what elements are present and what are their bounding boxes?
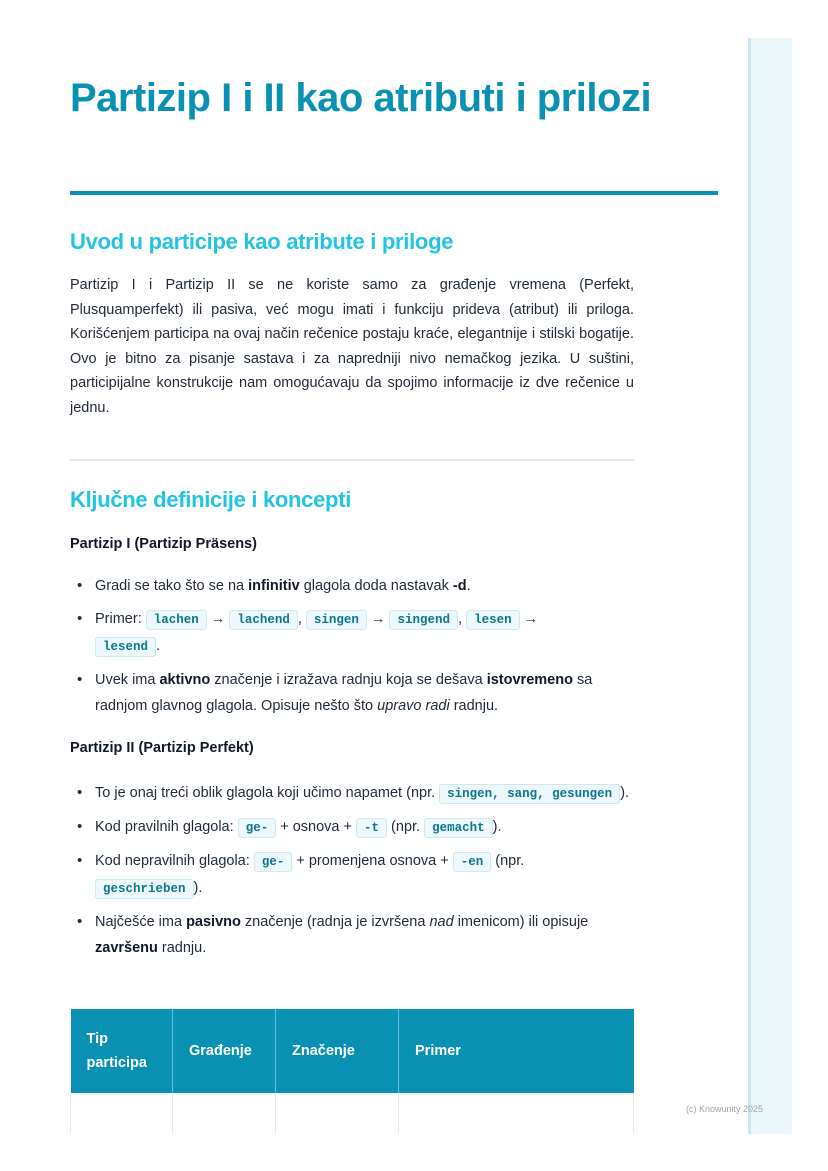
table-header-cell: Građenje xyxy=(173,1009,276,1093)
table-cell xyxy=(173,1093,276,1133)
copyright-footer: (c) Knowunity 2025 xyxy=(686,1104,764,1114)
table-header-row xyxy=(71,1009,634,1093)
partizip-2-list xyxy=(70,780,634,968)
table-header-cell: Značenje xyxy=(276,1009,399,1093)
section-heading-intro: Uvod u participe kao atribute i priloge xyxy=(70,229,454,254)
list-item: • Gradi se tako što se na infinitiv glagola doda nastavak -d. xyxy=(70,573,634,599)
table-cell xyxy=(71,1093,173,1133)
code-example: lesen xyxy=(466,610,520,630)
table-row xyxy=(71,1093,634,1133)
code-example: singend xyxy=(389,610,458,630)
subheading-partizip-1: Partizip I (Partizip Präsens) xyxy=(70,536,257,552)
code-example: gemacht xyxy=(424,818,493,838)
code-example: lachen xyxy=(146,610,207,630)
section-divider xyxy=(70,459,634,461)
page-title: Partizip I i II kao atributi i prilozi xyxy=(70,76,652,120)
list-item: • Kod pravilnih glagola: ge- + osnova + -t (npr. gemacht ). xyxy=(70,814,634,841)
code-example: lesend xyxy=(95,637,156,657)
code-example: ge- xyxy=(254,852,293,872)
code-example: -t xyxy=(356,818,387,838)
list-item: • Primer: lachen → lachend , singen → singend , lesen → lesend . xyxy=(70,606,634,660)
table-cell xyxy=(276,1093,399,1133)
right-side-panel xyxy=(748,38,792,1134)
participle-table xyxy=(70,1009,634,1133)
code-example: geschrieben xyxy=(95,879,194,899)
code-example: ge- xyxy=(238,818,277,838)
list-item: • Kod nepravilnih glagola: ge- + promenjena osnova + -en (npr. geschrieben ). xyxy=(70,848,634,902)
table-cell xyxy=(399,1093,634,1133)
table-header-cell: Primer xyxy=(399,1009,634,1093)
code-example: singen, sang, gesungen xyxy=(439,784,620,804)
list-item: • Najčešće ima pasivno značenje (radnja je izvršena nad imenicom) ili opisuje završenu radnju. xyxy=(70,909,634,961)
subheading-partizip-2: Partizip II (Partizip Perfekt) xyxy=(70,740,254,756)
section-heading-definitions: Ključne definicije i koncepti xyxy=(70,487,352,512)
list-item: • To je onaj treći oblik glagola koji učimo napamet (npr. singen, sang, gesungen ). xyxy=(70,780,634,807)
title-divider xyxy=(70,191,718,195)
table-header-cell: Tip participa xyxy=(71,1009,173,1093)
partizip-1-list xyxy=(70,573,634,726)
code-example: -en xyxy=(453,852,492,872)
intro-paragraph: Partizip I i Partizip II se ne koriste samo za građenje vremena (Perfekt, Plusquamperfekt) ili pasiva, već mogu imati i funkciju prideva (atribut) ili priloga. Korišćenjem participa na ovaj način rečenice postaju kraće, elegantnije i stilski bogatije. Ovo je bitno za pisanje sastava i za napredniji nivo nemačkog jezika. U suštini, participijalne konstrukcije nam omogućavaju da spojimo informacije iz dve rečenice u jednu. xyxy=(70,277,634,416)
list-item: • Uvek ima aktivno značenje i izražava radnju koja se dešava istovremeno sa radnjom glavnog glagola. Opisuje nešto što upravo radi radnju. xyxy=(70,667,634,719)
code-example: singen xyxy=(306,610,367,630)
code-example: lachend xyxy=(229,610,298,630)
